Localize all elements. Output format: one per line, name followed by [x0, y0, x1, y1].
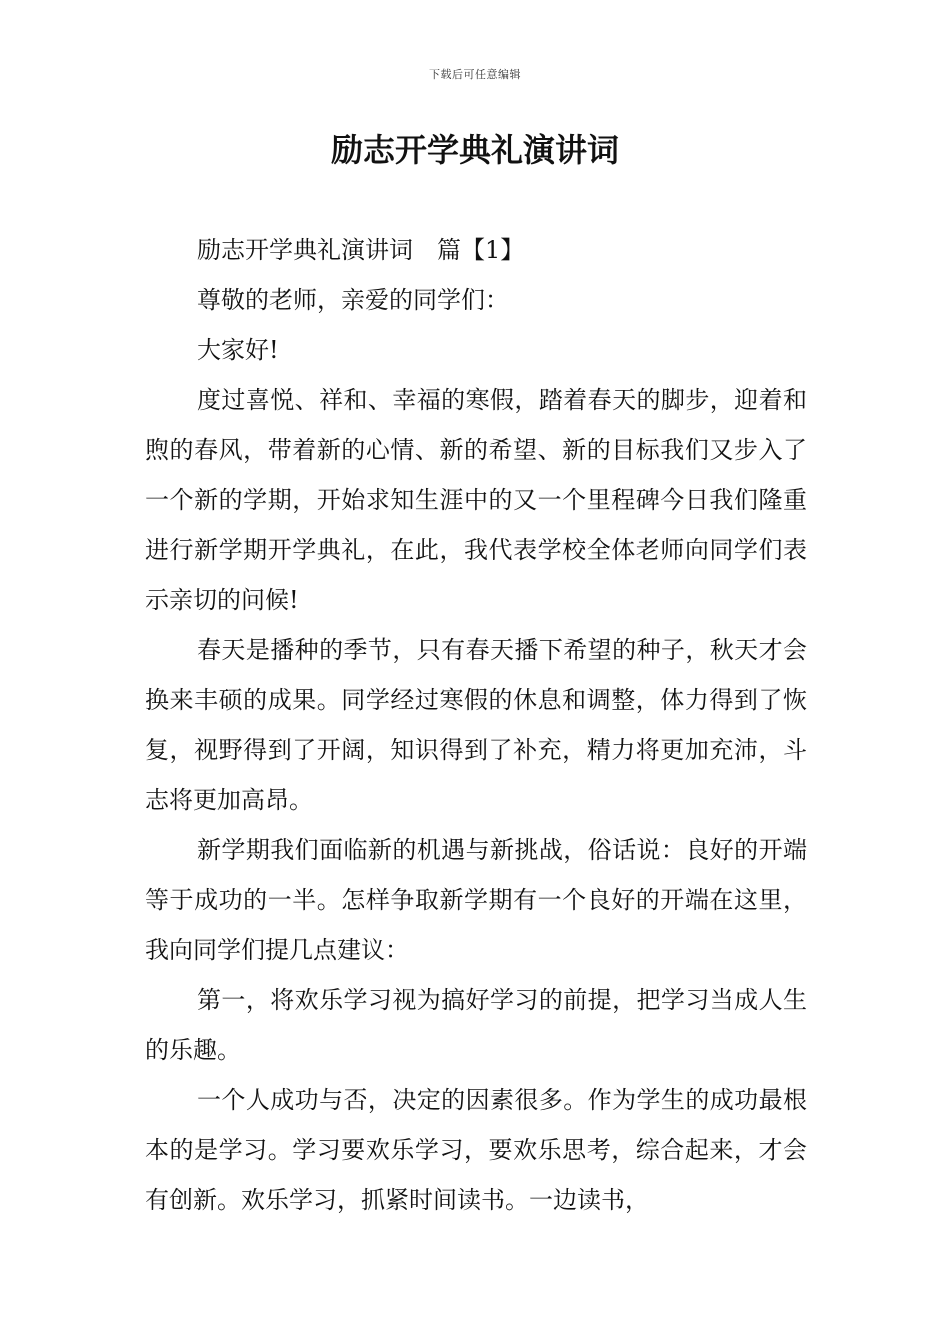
body-paragraph: 第一，将欢乐学习视为搞好学习的前提，把学习当成人生的乐趣。 [145, 986, 807, 1064]
header-note: 下载后可任意编辑 [429, 68, 521, 81]
document-body [145, 225, 807, 1225]
section-heading: 励志开学典礼演讲词 篇【1】 [197, 236, 525, 264]
body-paragraph: 度过喜悦、祥和、幸福的寒假，踏着春天的脚步，迎着和煦的春风，带着新的心情、新的希望、新的目标我们又步入了一个新的学期，开始求知生涯中的又一个里程碑今日我们隆重进行新学期开学典礼，在此，我代表学校全体老师向同学们表示亲切的问候! [145, 386, 807, 614]
body-paragraph: 春天是播种的季节，只有春天播下希望的种子，秋天才会换来丰硕的成果。同学经过寒假的休息和调整，体力得到了恢复，视野得到了开阔，知识得到了补充，精力将更加充沛，斗志将更加高昂。 [145, 636, 807, 814]
salutation: 尊敬的老师，亲爱的同学们： [197, 286, 509, 314]
greeting: 大家好! [197, 336, 279, 364]
body-paragraph: 新学期我们面临新的机遇与新挑战，俗话说：良好的开端等于成功的一半。怎样争取新学期有一个良好的开端在这里，我向同学们提几点建议： [145, 836, 807, 964]
document-title: 励志开学典礼演讲词 [330, 131, 619, 169]
body-paragraph: 一个人成功与否，决定的因素很多。作为学生的成功最根本的是学习。学习要欢乐学习，要欢乐思考，综合起来，才会有创新。欢乐学习，抓紧时间读书。一边读书， [145, 1086, 807, 1214]
